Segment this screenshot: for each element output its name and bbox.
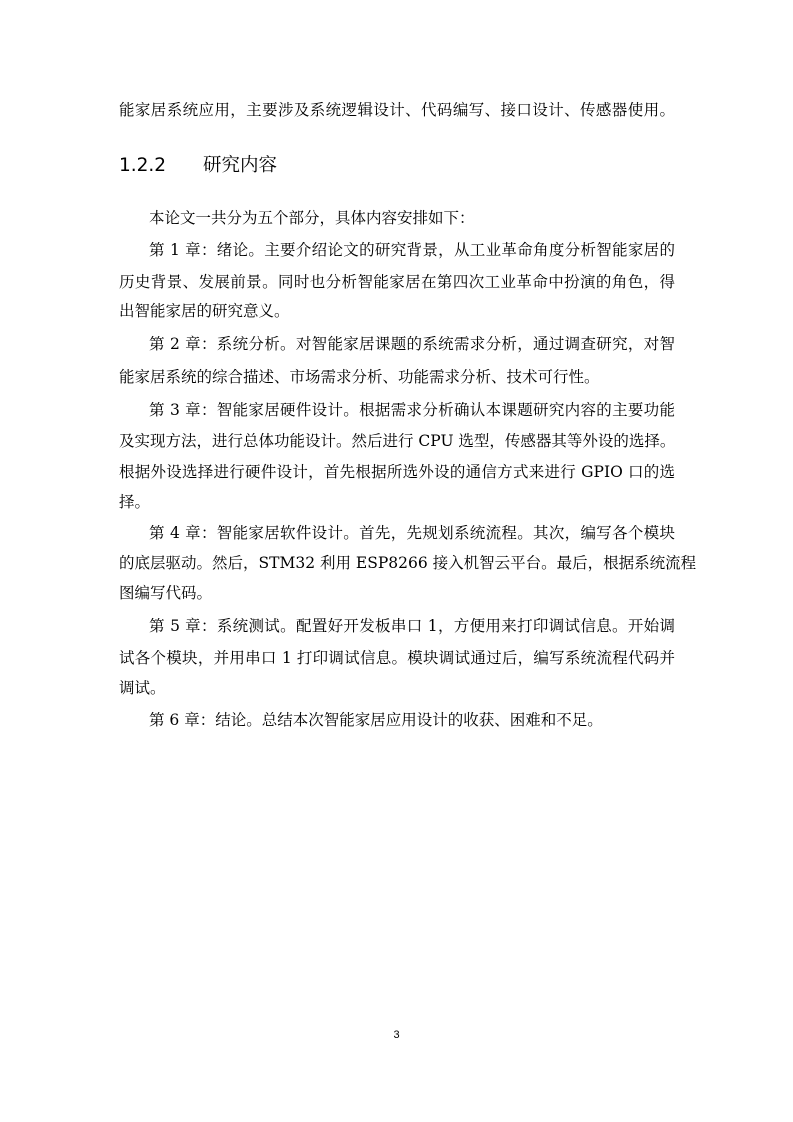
section-heading bbox=[119, 153, 277, 179]
paragraph-line: 试各个模块，并用串口 1 打印调试信息。模块调试通过后，编写系统流程代码并 bbox=[119, 649, 675, 667]
paragraph-line: 第 4 章：智能家居软件设计。首先，先规划系统流程。其次，编写各个模块 bbox=[149, 524, 675, 542]
paragraph-line: 历史背景、发展前景。同时也分析智能家居在第四次工业革命中扮演的角色，得 bbox=[119, 273, 675, 291]
paragraph-line: 能家居系统的综合描述、市场需求分析、功能需求分析、技术可行性。 bbox=[119, 368, 600, 386]
paragraph-line: 第 5 章：系统测试。配置好开发板串口 1，方便用来打印调试信息。开始调 bbox=[149, 617, 675, 635]
paragraph-line: 及实现方法，进行总体功能设计。然后进行 CPU 选型，传感器其等外设的选择。 bbox=[119, 432, 676, 450]
page-number: 3 bbox=[393, 1029, 400, 1041]
paragraph-line: 本论文一共分为五个部分，具体内容安排如下： bbox=[149, 209, 475, 227]
paragraph-line: 出智能家居的研究意义。 bbox=[119, 302, 290, 320]
paragraph-line: 根据外设选择进行硬件设计，首先根据所选外设的通信方式来进行 GPIO 口的选 bbox=[119, 463, 675, 481]
paragraph-line: 第 2 章：系统分析。对智能家居课题的系统需求分析，通过调查研究，对智 bbox=[149, 335, 675, 353]
paragraph-line: 第 3 章：智能家居硬件设计。根据需求分析确认本课题研究内容的主要功能 bbox=[149, 401, 675, 419]
intro-continuation-line: 能家居系统应用，主要涉及系统逻辑设计、代码编写、接口设计、传感器使用。 bbox=[119, 101, 675, 119]
paragraph-line: 调试。 bbox=[119, 679, 166, 697]
paragraph-line: 图编写代码。 bbox=[119, 584, 213, 602]
paragraph-line: 择。 bbox=[119, 493, 151, 511]
section-title: 研究内容 bbox=[203, 155, 278, 176]
paragraph-line: 的底层驱动。然后，STM32 利用 ESP8266 接入机智云平台。最后，根据系统流程 bbox=[119, 554, 697, 572]
section-number: 1.2.2 bbox=[119, 155, 167, 176]
paragraph-line: 第 6 章：结论。总结本次智能家居应用设计的收获、困难和不足。 bbox=[149, 711, 603, 729]
paragraph-line: 第 1 章：绪论。主要介绍论文的研究背景，从工业革命角度分析智能家居的 bbox=[149, 241, 675, 259]
